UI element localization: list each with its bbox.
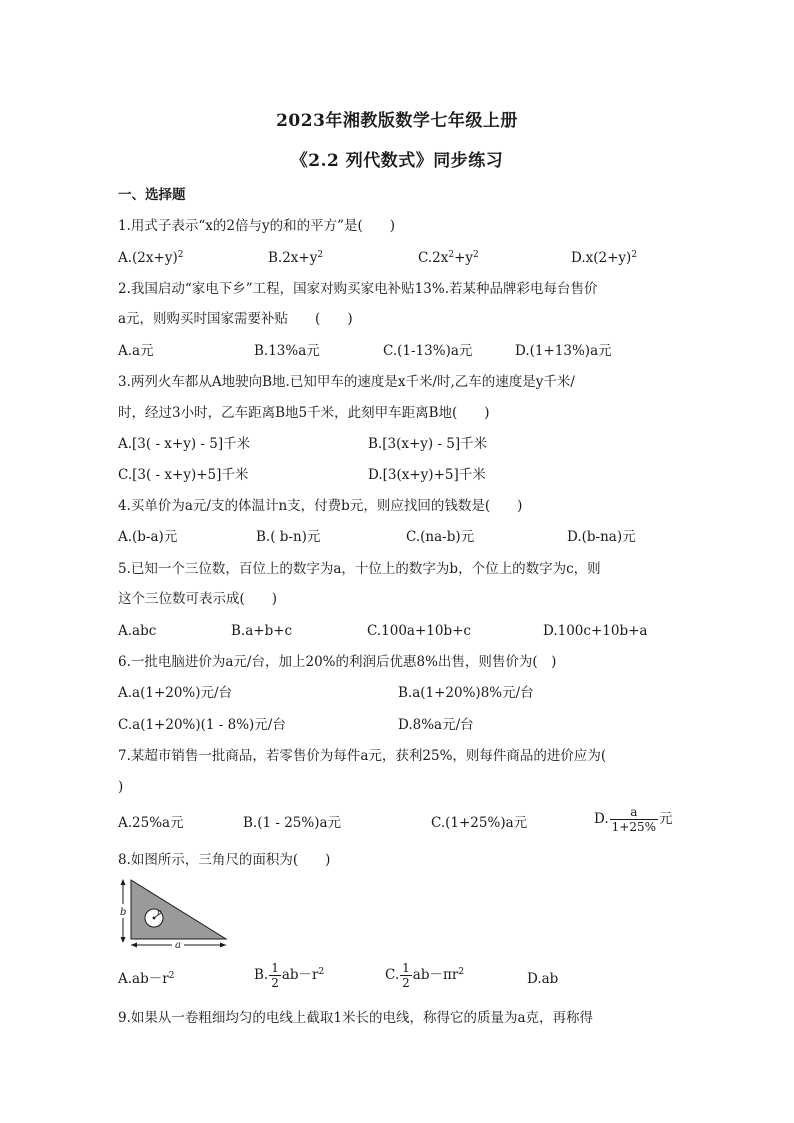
q3-option-d[interactable]: D.[3(x+y)+5]千米: [368, 467, 486, 483]
question-4: 4.买单价为a元/支的体温计n支，付费b元，则应找回的钱数是( ): [118, 498, 523, 514]
dimension-b-label: b: [120, 907, 127, 918]
q3-option-b[interactable]: B.[3(x+y) - 5]千米: [368, 436, 488, 452]
q8-option-d[interactable]: D.ab: [527, 971, 559, 987]
dimension-b-arrow-top: [121, 879, 126, 885]
q4-option-b[interactable]: B.( b-n)元: [256, 529, 321, 545]
q1-option-d[interactable]: $D.x(2+y)^2$: [571, 250, 638, 266]
q3-option-c[interactable]: C.[3( - x+y)+5]千米: [118, 467, 249, 483]
q5-option-c[interactable]: C.100a+10b+c: [367, 623, 471, 639]
q8-c-half-fraction: $\frac{1}{2}$: [402, 961, 410, 990]
q6-option-a[interactable]: A.a(1+20%)元/台: [118, 685, 233, 701]
q2-option-d[interactable]: D.(1+13%)a元: [515, 343, 612, 359]
q1-option-b[interactable]: $B.2x+y^2$: [268, 250, 324, 266]
page-title: 2023年湘教版数学七年级上册: [276, 111, 518, 131]
radius-label: r: [157, 908, 161, 917]
q8-b-half-fraction: $\frac{1}{2}$: [271, 961, 279, 990]
q2-option-c[interactable]: C.(1-13%)a元: [383, 343, 473, 359]
q6-option-c[interactable]: C.a(1+20%)(1 - 8%)元/台: [118, 717, 286, 733]
question-7-line-2: ): [118, 779, 124, 795]
q2-option-b[interactable]: B.13%a元: [254, 343, 320, 359]
q7-d-fraction: $\frac{a}{1+25\%}$: [611, 805, 657, 834]
q1-option-a[interactable]: $A.(2x+y)^2$: [118, 250, 184, 266]
q7-option-d[interactable]: D. $\frac{a}{1+25\%}$ 元: [594, 805, 673, 834]
page-subtitle: 《2.2 列代数式》同步练习: [290, 151, 504, 171]
q4-option-d[interactable]: D.(b-na)元: [567, 529, 636, 545]
q6-option-b[interactable]: B.a(1+20%)8%元/台: [398, 685, 534, 701]
question-1: 1.用式子表示“x的2倍与y的和的平方”是( ): [118, 218, 396, 234]
q5-option-b[interactable]: B.a+b+c: [231, 623, 293, 639]
q7-option-a[interactable]: A.25%a元: [118, 815, 184, 831]
q6-option-d[interactable]: D.8%a元/台: [398, 717, 474, 733]
q7-option-b[interactable]: B.(1 - 25%)a元: [243, 815, 342, 831]
question-5-line-1: 5.已知一个三位数，百位上的数字为a，十位上的数字为b，个位上的数字为c，则: [118, 561, 601, 577]
triangle-ruler-figure: [118, 876, 230, 948]
dimension-a-arrow-left: [131, 943, 137, 948]
q8-option-b[interactable]: B. $\frac{1}{2}$ $ab-r^2$: [254, 961, 325, 990]
question-2-line-2: a元，则购买时国家需要补贴 ( ): [118, 311, 353, 327]
question-6: 6.一批电脑进价为a元/台，加上20%的利润后优惠8%出售，则售价为( ): [118, 654, 557, 670]
q4-option-a[interactable]: A.(b-a)元: [118, 529, 178, 545]
q5-option-a[interactable]: A.abc: [118, 623, 157, 639]
question-8: 8.如图所示，三角尺的面积为( ): [118, 852, 331, 868]
dimension-b-arrow-bottom: [121, 937, 126, 943]
question-7-line-1: 7.某超市销售一批商品，若零售价为每件a元，获利25%，则每件商品的进价应为(: [118, 748, 607, 764]
q7-option-c[interactable]: C.(1+25%)a元: [431, 815, 528, 831]
q3-option-a[interactable]: A.[3( - x+y) - 5]千米: [118, 436, 251, 452]
q8-option-a[interactable]: $A.ab-r^2$: [118, 971, 175, 987]
q4-option-c[interactable]: C.(na-b)元: [406, 529, 475, 545]
q1-option-c[interactable]: $C.2x^2+y^2$: [418, 250, 479, 266]
q8-option-c[interactable]: C. $\frac{1}{2}$ $ab-\pi r^2$: [385, 961, 465, 990]
question-3-line-2: 时，经过3小时，乙车距离B地5千米，此刻甲车距离B地( ): [118, 405, 490, 421]
dimension-a-label: a: [175, 940, 181, 948]
question-9: 9.如果从一卷粗细均匀的电线上截取1米长的电线，称得它的质量为a克，再称得: [118, 1010, 594, 1026]
q2-option-a[interactable]: A.a元: [118, 343, 154, 359]
triangle-shape: [131, 880, 226, 939]
q5-option-d[interactable]: D.100c+10b+a: [543, 623, 648, 639]
section-heading: 一、选择题: [118, 187, 186, 203]
dimension-a-arrow-right: [220, 943, 226, 948]
question-5-line-2: 这个三位数可表示成( ): [118, 591, 278, 607]
question-2-line-1: 2.我国启动“家电下乡”工程，国家对购买家电补贴13%.若某种品牌彩电每台售价: [118, 281, 598, 297]
question-3-line-1: 3.两列火车都从A地驶向B地.已知甲车的速度是x千米/时,乙车的速度是y千米/: [118, 374, 575, 390]
